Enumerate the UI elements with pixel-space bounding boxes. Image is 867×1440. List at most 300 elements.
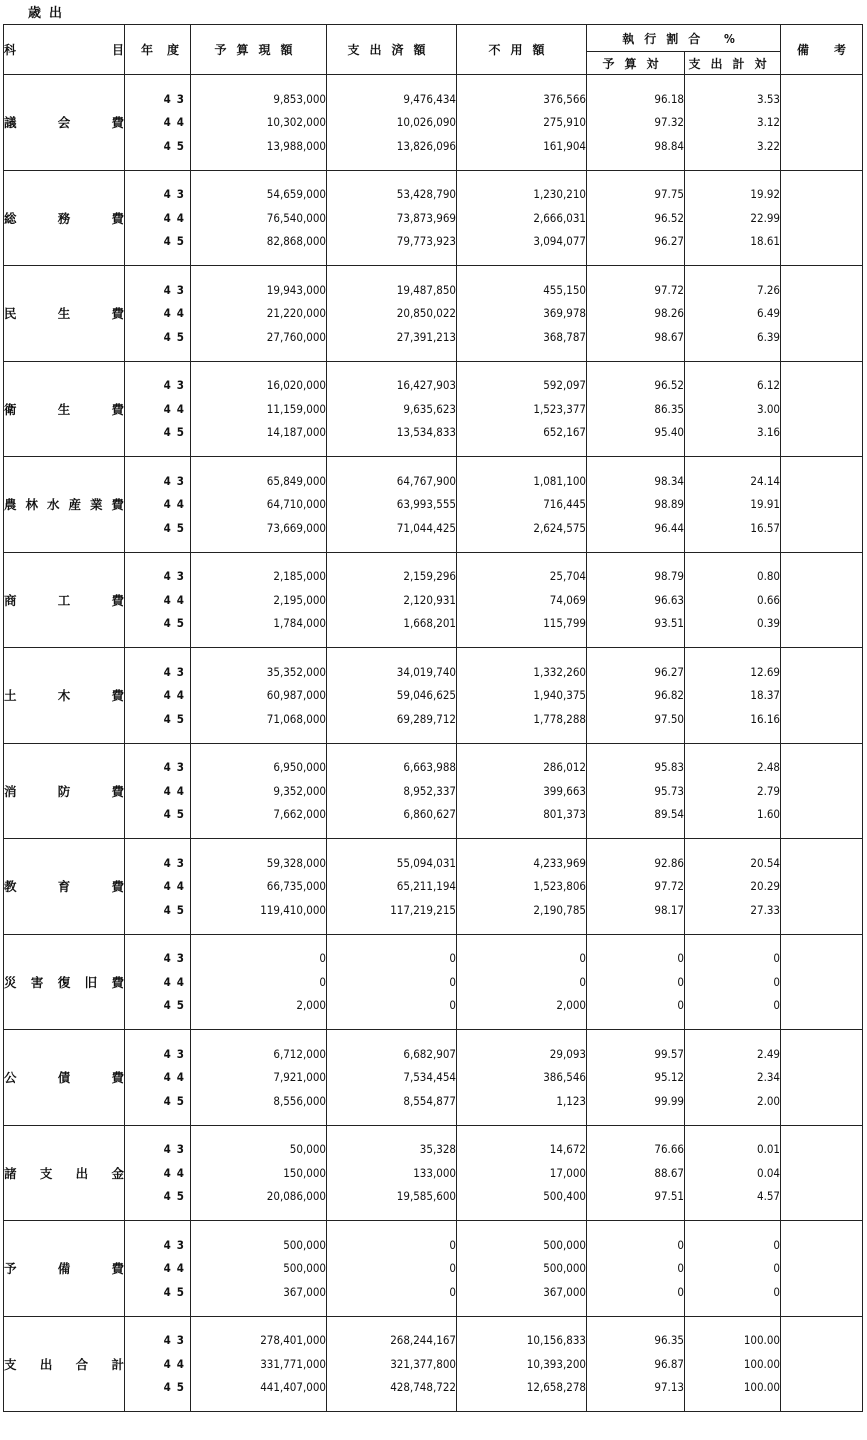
year-cell: 45 [125, 421, 191, 445]
spacer-cell [685, 170, 781, 183]
spacer-cell [191, 540, 327, 553]
ratio-total-cell: 2.34 [685, 1066, 781, 1090]
group-spacer [4, 266, 863, 279]
budget-cell: 9,352,000 [191, 779, 327, 803]
spacer-cell [327, 1316, 457, 1329]
ratio-budget-cell: 0 [587, 1233, 685, 1257]
expended-cell: 35,328 [327, 1138, 457, 1162]
year-cell: 44 [125, 493, 191, 517]
table-row [4, 469, 863, 493]
header-expended: 支出済額 [327, 25, 457, 75]
year-cell: 44 [125, 588, 191, 612]
subject-cell [4, 648, 125, 744]
spacer-cell [587, 349, 685, 362]
unused-cell: 1,523,377 [457, 397, 587, 421]
remarks-cell [781, 1125, 863, 1221]
spacer-cell [125, 75, 191, 88]
unused-cell: 0 [457, 970, 587, 994]
group-spacer [4, 170, 863, 183]
ratio-budget-cell: 97.75 [587, 183, 685, 207]
budget-cell: 50,000 [191, 1138, 327, 1162]
expended-cell: 133,000 [327, 1161, 457, 1185]
table-row [4, 803, 863, 827]
expended-cell: 19,487,850 [327, 278, 457, 302]
unused-cell: 716,445 [457, 493, 587, 517]
remarks-cell [781, 75, 863, 171]
expended-cell: 55,094,031 [327, 851, 457, 875]
spacer-cell [457, 1030, 587, 1043]
table-row [4, 134, 863, 158]
spacer-cell [125, 826, 191, 839]
group-spacer [4, 1304, 863, 1317]
header-remarks-text: 備 考 [797, 43, 847, 57]
spacer-cell [587, 1208, 685, 1221]
table-row [4, 493, 863, 517]
ratio-budget-cell: 96.18 [587, 87, 685, 111]
spacer-cell [327, 457, 457, 470]
expended-cell: 117,219,215 [327, 898, 457, 922]
spacer-cell [685, 75, 781, 88]
ratio-budget-cell: 98.89 [587, 493, 685, 517]
spacer-cell [587, 158, 685, 171]
unused-cell: 286,012 [457, 756, 587, 780]
ratio-budget-cell: 89.54 [587, 803, 685, 827]
table-row [4, 660, 863, 684]
group-spacer [4, 349, 863, 362]
spacer-cell [587, 361, 685, 374]
budget-cell: 64,710,000 [191, 493, 327, 517]
spacer-cell [191, 1125, 327, 1138]
spacer-cell [125, 1125, 191, 1138]
group-spacer [4, 75, 863, 88]
spacer-cell [587, 1125, 685, 1138]
spacer-cell [125, 743, 191, 756]
year-cell: 44 [125, 1257, 191, 1281]
spacer-cell [587, 266, 685, 279]
unused-cell: 2,190,785 [457, 898, 587, 922]
spacer-cell [125, 731, 191, 744]
expended-cell: 10,026,090 [327, 111, 457, 135]
unused-cell: 1,332,260 [457, 660, 587, 684]
table-row [4, 1376, 863, 1400]
ratio-budget-cell: 0 [587, 1257, 685, 1281]
spacer-cell [327, 635, 457, 648]
unused-cell: 1,940,375 [457, 684, 587, 708]
unused-cell: 3,094,077 [457, 230, 587, 254]
spacer-cell [457, 552, 587, 565]
ratio-total-cell: 18.61 [685, 230, 781, 254]
year-cell: 43 [125, 469, 191, 493]
spacer-cell [587, 540, 685, 553]
ratio-total-cell: 2.49 [685, 1042, 781, 1066]
budget-cell: 76,540,000 [191, 206, 327, 230]
spacer-cell [457, 1221, 587, 1234]
group-spacer [4, 444, 863, 457]
ratio-budget-cell: 95.73 [587, 779, 685, 803]
table-row [4, 779, 863, 803]
ratio-total-cell: 6.39 [685, 325, 781, 349]
ratio-total-cell: 0 [685, 947, 781, 971]
spacer-cell [587, 731, 685, 744]
spacer-cell [587, 552, 685, 565]
unused-cell: 2,666,031 [457, 206, 587, 230]
group-spacer [4, 552, 863, 565]
spacer-cell [191, 349, 327, 362]
ratio-budget-cell: 0 [587, 970, 685, 994]
year-cell: 45 [125, 994, 191, 1018]
budget-cell: 14,187,000 [191, 421, 327, 445]
expended-cell: 53,428,790 [327, 183, 457, 207]
spacer-cell [685, 158, 781, 171]
spacer-cell [327, 1221, 457, 1234]
spacer-cell [125, 934, 191, 947]
remarks-cell [781, 552, 863, 648]
ratio-total-cell: 19.92 [685, 183, 781, 207]
ratio-total-cell: 2.48 [685, 756, 781, 780]
ratio-total-cell: 20.54 [685, 851, 781, 875]
spacer-cell [457, 75, 587, 88]
spacer-cell [587, 648, 685, 661]
expended-cell: 9,476,434 [327, 87, 457, 111]
expended-cell: 8,554,877 [327, 1089, 457, 1113]
year-cell: 45 [125, 134, 191, 158]
spacer-cell [327, 839, 457, 852]
spacer-cell [191, 158, 327, 171]
subject-label: 消 防 費 [4, 783, 124, 799]
spacer-cell [327, 1125, 457, 1138]
unused-cell: 161,904 [457, 134, 587, 158]
unused-cell: 1,523,806 [457, 875, 587, 899]
table-row [4, 1185, 863, 1209]
expended-cell: 73,873,969 [327, 206, 457, 230]
header-remarks [781, 25, 863, 75]
ratio-total-cell: 24.14 [685, 469, 781, 493]
subject-cell [4, 743, 125, 839]
spacer-cell [191, 266, 327, 279]
ratio-budget-cell: 98.26 [587, 302, 685, 326]
spacer-cell [685, 253, 781, 266]
spacer-cell [457, 648, 587, 661]
spacer-cell [191, 1030, 327, 1043]
spacer-cell [125, 457, 191, 470]
year-cell: 44 [125, 779, 191, 803]
spacer-cell [587, 75, 685, 88]
budget-cell: 2,000 [191, 994, 327, 1018]
subject-cell [4, 1221, 125, 1317]
spacer-cell [125, 158, 191, 171]
unused-cell: 0 [457, 947, 587, 971]
spacer-cell [191, 170, 327, 183]
group-spacer [4, 934, 863, 947]
budget-cell: 9,853,000 [191, 87, 327, 111]
budget-cell: 65,849,000 [191, 469, 327, 493]
subject-label: 衛 生 費 [4, 401, 124, 417]
unused-cell: 455,150 [457, 278, 587, 302]
budget-cell: 54,659,000 [191, 183, 327, 207]
remarks-cell [781, 1030, 863, 1126]
spacer-cell [191, 1221, 327, 1234]
unused-cell: 25,704 [457, 565, 587, 589]
ratio-budget-cell: 88.67 [587, 1161, 685, 1185]
group-spacer [4, 158, 863, 171]
spacer-cell [457, 635, 587, 648]
ratio-total-cell: 18.37 [685, 684, 781, 708]
ratio-total-cell: 4.57 [685, 1185, 781, 1209]
subject-cell [4, 75, 125, 171]
spacer-cell [125, 1113, 191, 1126]
ratio-budget-cell: 98.34 [587, 469, 685, 493]
spacer-cell [587, 1316, 685, 1329]
header-ratio: 執行割合 % [587, 25, 781, 52]
year-cell: 44 [125, 970, 191, 994]
subject-label: 予 備 費 [4, 1261, 124, 1277]
year-cell: 45 [125, 707, 191, 731]
ratio-budget-cell: 99.57 [587, 1042, 685, 1066]
expended-cell: 1,668,201 [327, 612, 457, 636]
group-spacer [4, 1399, 863, 1412]
ratio-budget-cell: 95.12 [587, 1066, 685, 1090]
ratio-budget-cell: 98.17 [587, 898, 685, 922]
subject-label: 商 工 費 [4, 592, 124, 608]
budget-cell: 71,068,000 [191, 707, 327, 731]
unused-cell: 17,000 [457, 1161, 587, 1185]
group-spacer [4, 731, 863, 744]
table-row [4, 1042, 863, 1066]
spacer-cell [685, 444, 781, 457]
budget-cell: 7,921,000 [191, 1066, 327, 1090]
ratio-total-cell: 100.00 [685, 1376, 781, 1400]
spacer-cell [685, 361, 781, 374]
ratio-budget-cell: 96.82 [587, 684, 685, 708]
subject-label: 農 林 水 産 業 費 [4, 497, 124, 513]
budget-cell: 35,352,000 [191, 660, 327, 684]
spacer-cell [587, 1017, 685, 1030]
ratio-total-cell: 100.00 [685, 1352, 781, 1376]
table-row [4, 325, 863, 349]
year-cell: 45 [125, 612, 191, 636]
spacer-cell [457, 266, 587, 279]
spacer-cell [457, 1017, 587, 1030]
spacer-cell [327, 922, 457, 935]
ratio-budget-cell: 96.52 [587, 206, 685, 230]
budget-cell: 367,000 [191, 1280, 327, 1304]
unused-cell: 1,123 [457, 1089, 587, 1113]
year-cell: 45 [125, 230, 191, 254]
expended-cell: 65,211,194 [327, 875, 457, 899]
expended-cell: 9,635,623 [327, 397, 457, 421]
spacer-cell [191, 444, 327, 457]
remarks-cell [781, 457, 863, 553]
budget-cell: 10,302,000 [191, 111, 327, 135]
spacer-cell [457, 1399, 587, 1412]
ratio-budget-cell: 97.32 [587, 111, 685, 135]
ratio-total-cell: 0 [685, 1257, 781, 1281]
spacer-cell [327, 1017, 457, 1030]
budget-cell: 6,712,000 [191, 1042, 327, 1066]
group-spacer [4, 1030, 863, 1043]
spacer-cell [457, 1304, 587, 1317]
ratio-budget-cell: 92.86 [587, 851, 685, 875]
spacer-cell [587, 934, 685, 947]
expended-cell: 0 [327, 947, 457, 971]
expended-cell: 13,534,833 [327, 421, 457, 445]
unused-cell: 275,910 [457, 111, 587, 135]
ratio-budget-cell: 96.27 [587, 230, 685, 254]
spacer-cell [327, 1113, 457, 1126]
budget-cell: 1,784,000 [191, 612, 327, 636]
spacer-cell [125, 1221, 191, 1234]
year-cell: 43 [125, 374, 191, 398]
group-spacer [4, 1221, 863, 1234]
spacer-cell [457, 826, 587, 839]
spacer-cell [191, 1113, 327, 1126]
remarks-cell [781, 743, 863, 839]
subject-label: 議 会 費 [4, 115, 124, 131]
group-spacer [4, 743, 863, 756]
table-row [4, 565, 863, 589]
table-row [4, 206, 863, 230]
subject-cell [4, 1316, 125, 1412]
budget-cell: 16,020,000 [191, 374, 327, 398]
table-row [4, 230, 863, 254]
table-body [4, 75, 863, 1412]
remarks-cell [781, 1316, 863, 1412]
budget-cell: 500,000 [191, 1233, 327, 1257]
unused-cell: 376,566 [457, 87, 587, 111]
remarks-cell [781, 266, 863, 362]
spacer-cell [327, 266, 457, 279]
ratio-total-cell: 2.00 [685, 1089, 781, 1113]
budget-cell: 331,771,000 [191, 1352, 327, 1376]
budget-cell: 0 [191, 970, 327, 994]
header-unused: 不用額 [457, 25, 587, 75]
expended-cell: 13,826,096 [327, 134, 457, 158]
table-row [4, 851, 863, 875]
expended-cell: 16,427,903 [327, 374, 457, 398]
ratio-total-cell: 0.39 [685, 612, 781, 636]
spacer-cell [327, 75, 457, 88]
spacer-cell [685, 1030, 781, 1043]
subject-cell [4, 1125, 125, 1221]
budget-cell: 150,000 [191, 1161, 327, 1185]
spacer-cell [587, 1304, 685, 1317]
spacer-cell [685, 743, 781, 756]
spacer-cell [685, 349, 781, 362]
unused-cell: 500,000 [457, 1257, 587, 1281]
expended-cell: 2,159,296 [327, 565, 457, 589]
spacer-cell [685, 1316, 781, 1329]
subject-cell [4, 457, 125, 553]
ratio-total-cell: 0.66 [685, 588, 781, 612]
table-row [4, 1066, 863, 1090]
spacer-cell [457, 1208, 587, 1221]
remarks-cell [781, 1221, 863, 1317]
ratio-total-cell: 3.00 [685, 397, 781, 421]
ratio-budget-cell: 99.99 [587, 1089, 685, 1113]
spacer-cell [457, 170, 587, 183]
subject-label: 教 育 費 [4, 879, 124, 895]
spacer-cell [457, 444, 587, 457]
expended-cell: 19,585,600 [327, 1185, 457, 1209]
spacer-cell [587, 1030, 685, 1043]
ratio-budget-cell: 96.87 [587, 1352, 685, 1376]
expended-cell: 321,377,800 [327, 1352, 457, 1376]
ratio-budget-cell: 86.35 [587, 397, 685, 421]
spacer-cell [125, 540, 191, 553]
spacer-cell [125, 648, 191, 661]
ratio-budget-cell: 96.52 [587, 374, 685, 398]
spacer-cell [125, 552, 191, 565]
expended-cell: 59,046,625 [327, 684, 457, 708]
unused-cell: 1,081,100 [457, 469, 587, 493]
group-spacer [4, 1125, 863, 1138]
subject-cell [4, 552, 125, 648]
unused-cell: 1,778,288 [457, 707, 587, 731]
expended-cell: 8,952,337 [327, 779, 457, 803]
ratio-total-cell: 2.79 [685, 779, 781, 803]
spacer-cell [191, 253, 327, 266]
spacer-cell [125, 266, 191, 279]
spacer-cell [457, 743, 587, 756]
spacer-cell [327, 444, 457, 457]
unused-cell: 2,000 [457, 994, 587, 1018]
table-row [4, 1352, 863, 1376]
group-spacer [4, 1208, 863, 1221]
group-spacer [4, 361, 863, 374]
table-row [4, 374, 863, 398]
table-row [4, 875, 863, 899]
subject-cell [4, 1030, 125, 1126]
unused-cell: 2,624,575 [457, 516, 587, 540]
spacer-cell [125, 361, 191, 374]
spacer-cell [125, 1399, 191, 1412]
expended-cell: 6,682,907 [327, 1042, 457, 1066]
remarks-cell [781, 648, 863, 744]
spacer-cell [191, 552, 327, 565]
unused-cell: 12,658,278 [457, 1376, 587, 1400]
budget-cell: 66,735,000 [191, 875, 327, 899]
table-row [4, 684, 863, 708]
unused-cell: 14,672 [457, 1138, 587, 1162]
expended-cell: 268,244,167 [327, 1329, 457, 1353]
unused-cell: 801,373 [457, 803, 587, 827]
spacer-cell [587, 1399, 685, 1412]
budget-cell: 60,987,000 [191, 684, 327, 708]
ratio-total-cell: 0.04 [685, 1161, 781, 1185]
subject-label: 土 木 費 [4, 688, 124, 704]
group-spacer [4, 839, 863, 852]
spacer-cell [327, 1304, 457, 1317]
ratio-budget-cell: 97.50 [587, 707, 685, 731]
budget-cell: 0 [191, 947, 327, 971]
expended-cell: 79,773,923 [327, 230, 457, 254]
table-row [4, 397, 863, 421]
budget-cell: 8,556,000 [191, 1089, 327, 1113]
spacer-cell [327, 934, 457, 947]
ratio-total-cell: 100.00 [685, 1329, 781, 1353]
remarks-cell [781, 361, 863, 457]
ratio-total-cell: 6.49 [685, 302, 781, 326]
spacer-cell [191, 648, 327, 661]
subject-label: 総 務 費 [4, 210, 124, 226]
unused-cell: 115,799 [457, 612, 587, 636]
spacer-cell [457, 361, 587, 374]
spacer-cell [327, 361, 457, 374]
unused-cell: 4,233,969 [457, 851, 587, 875]
ratio-budget-cell: 0 [587, 1280, 685, 1304]
spacer-cell [457, 457, 587, 470]
spacer-cell [587, 635, 685, 648]
